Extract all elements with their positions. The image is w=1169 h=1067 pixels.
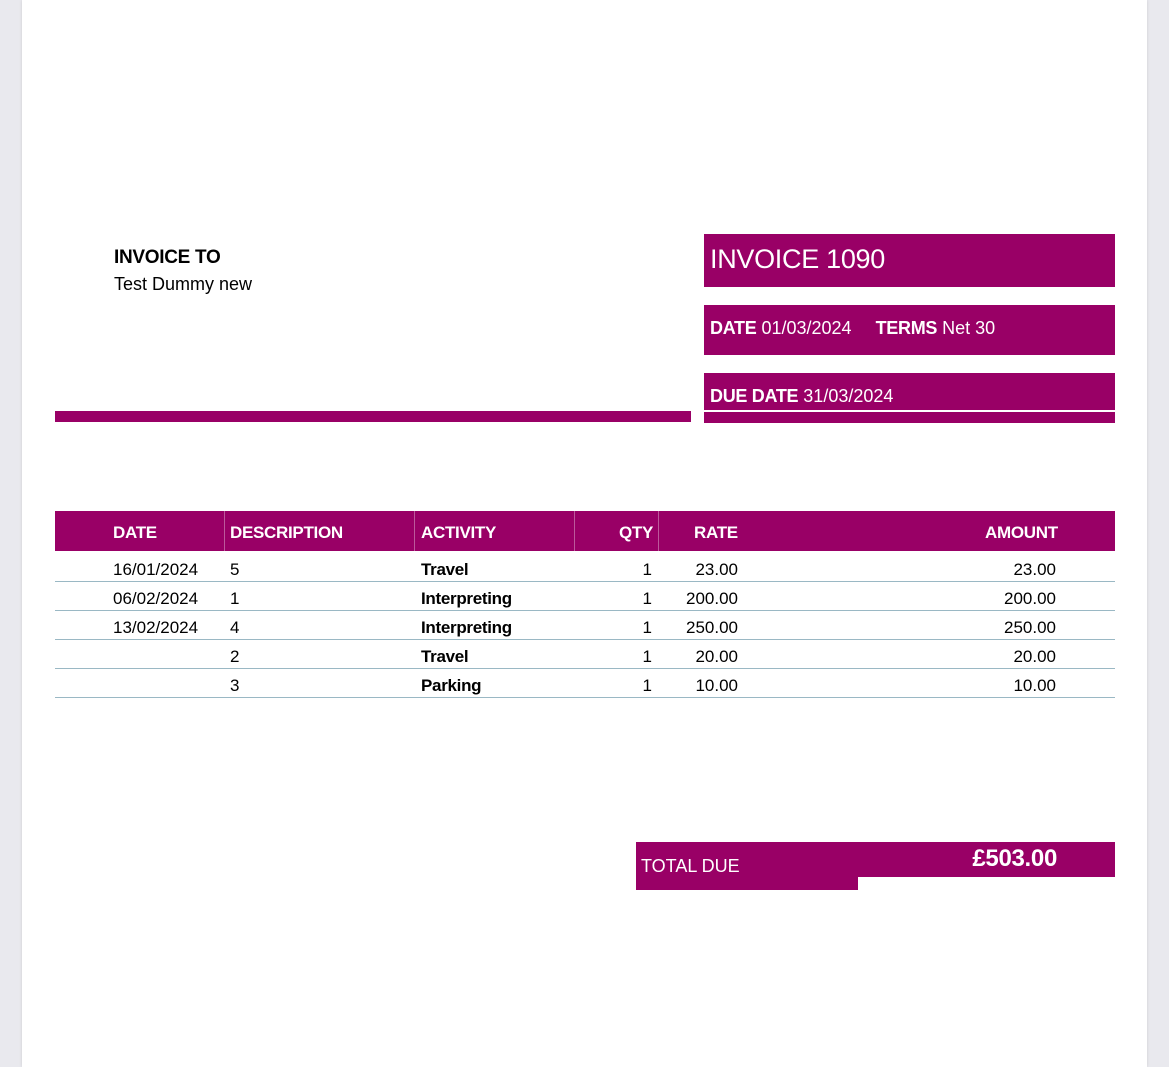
invoice-title-box [704, 234, 1115, 287]
row-qty: 1 [642, 647, 652, 666]
row-amount: 23.00 [1013, 560, 1056, 579]
table-row [55, 610, 1115, 640]
terms-value: Net 30 [942, 318, 996, 338]
row-qty: 1 [642, 618, 652, 637]
header-separator [414, 511, 415, 551]
header-activity: ACTIVITY [421, 523, 497, 542]
row-amount: 250.00 [1004, 618, 1056, 637]
row-rate: 10.00 [695, 676, 738, 695]
table-row [55, 552, 1115, 582]
row-qty: 1 [642, 589, 652, 608]
total-due-label-box [636, 842, 858, 890]
header-separator [224, 511, 225, 551]
due-box-divider [704, 410, 1115, 412]
row-description: 2 [230, 647, 240, 666]
header-rate: RATE [694, 523, 738, 542]
row-qty: 1 [642, 676, 652, 695]
total-due-value-box [858, 842, 1115, 877]
table-row [55, 639, 1115, 669]
header-amount: AMOUNT [985, 523, 1058, 542]
row-amount: 10.00 [1013, 676, 1056, 695]
due-date-box [704, 373, 1115, 423]
due-date-value: 31/03/2024 [803, 386, 894, 406]
row-description: 4 [230, 618, 240, 637]
row-activity: Interpreting [421, 589, 512, 608]
header-qty: QTY [619, 523, 654, 542]
invoice-title: INVOICE 1090 [710, 244, 885, 274]
table-row [55, 581, 1115, 611]
due-date-label: DUE DATE [710, 386, 799, 406]
total-due-label: TOTAL DUE [641, 856, 740, 876]
header-description: DESCRIPTION [230, 523, 343, 542]
header-separator [658, 511, 659, 551]
row-activity: Parking [421, 676, 482, 695]
row-rate: 200.00 [686, 589, 738, 608]
invoice-page [22, 0, 1147, 1067]
row-activity: Interpreting [421, 618, 512, 637]
table-row [55, 668, 1115, 698]
row-activity: Travel [421, 560, 469, 579]
row-description: 3 [230, 676, 240, 695]
row-date: 16/01/2024 [113, 560, 199, 579]
row-rate: 23.00 [695, 560, 738, 579]
row-activity: Travel [421, 647, 469, 666]
header-divider [55, 411, 691, 422]
date-label: DATE [710, 318, 757, 338]
row-date: 06/02/2024 [113, 589, 199, 608]
table-header [55, 511, 1115, 551]
row-rate: 20.00 [695, 647, 738, 666]
row-description: 1 [230, 589, 240, 608]
customer-name: Test Dummy new [114, 274, 253, 294]
row-qty: 1 [642, 560, 652, 579]
date-terms-box [704, 305, 1115, 355]
total-due-value: £503.00 [972, 845, 1057, 872]
header-separator [574, 511, 575, 551]
invoice-to-label: INVOICE TO [114, 247, 221, 268]
date-value: 01/03/2024 [761, 318, 852, 338]
row-rate: 250.00 [686, 618, 738, 637]
row-description: 5 [230, 560, 240, 579]
row-amount: 20.00 [1013, 647, 1056, 666]
terms-label: TERMS [875, 318, 938, 338]
row-date: 13/02/2024 [113, 618, 199, 637]
header-date: DATE [113, 523, 157, 542]
row-amount: 200.00 [1004, 589, 1056, 608]
